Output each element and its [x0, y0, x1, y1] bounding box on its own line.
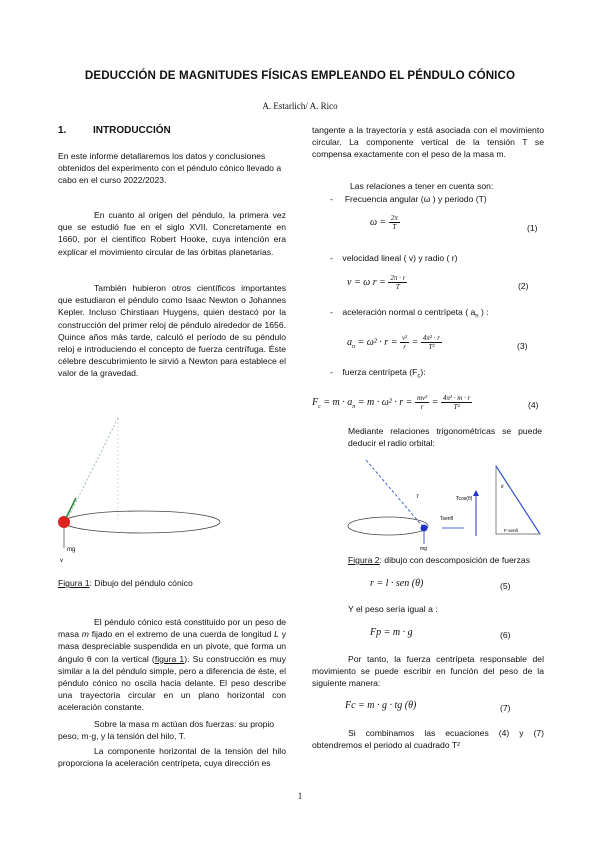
equation-1: ω = $\frac{2\pi}{T}$ [370, 214, 398, 231]
relations-intro: Las relaciones a tener en cuenta son: [350, 181, 494, 191]
orbit-ellipse [64, 511, 220, 533]
figure-1-reference[interactable]: figura 1 [154, 653, 185, 664]
history-paragraph-1: En cuanto al origen del péndulo, la primera vez que se estudió fue en el siglo XVII. Concretamente en 1660, por el científico Robert Hooke, cuya intención era explicar el movimiento circular de las órbitas planetarias. [58, 210, 286, 257]
mg-label: mg [420, 546, 427, 552]
hypotenuse [496, 466, 540, 534]
equation-7: Fc = m · g · tg (θ) [345, 700, 417, 711]
paper-title: DEDUCCIÓN DE MAGNITUDES FÍSICAS EMPLEANDO EL PÉNDULO CÓNICO [84, 69, 516, 82]
fsen-label: F·senθ [504, 528, 519, 533]
bullet-2: - velocidad lineal ( v) y radio ( r) [330, 253, 458, 263]
v-label: v [60, 558, 63, 564]
tension-continuation: tangente a la trayectoria y está asociada con el movimiento circular. La componente vertical de la tensión T se compensa exactamente con el peso de la masa m. [312, 125, 544, 160]
figure-1-caption-label: Figura 1 [58, 578, 90, 588]
centripetal-paragraph: Por tanto, la fuerza centrípeta responsable del movimiento se puede escribir en función del peso de la siguiente manera: [312, 654, 544, 689]
authors: A. Estarlich/ A. Rico [262, 101, 338, 111]
equation-7-number: (7) [500, 703, 511, 713]
figure-1-caption-text: : Dibujo del péndulo cónico [89, 578, 193, 588]
tcos-label: Tcos(θ) [456, 496, 473, 502]
section-number: 1. [58, 125, 67, 136]
pendulum-bob [421, 525, 428, 532]
page-number: 1 [297, 791, 303, 801]
equation-1-number: (1) [527, 223, 538, 233]
t-label: T [416, 495, 419, 500]
figure-2-caption-label: Figura 2 [348, 555, 380, 565]
equation-6: Fp = m · g [370, 627, 413, 638]
figure-2-caption [348, 554, 548, 566]
figure-2-force-decomposition [344, 458, 554, 552]
equation-2-number: (2) [518, 281, 529, 291]
tsen-label: Tsenθ [440, 516, 454, 522]
equation-3: $a_n = \omega^2 \cdot r$ = $\frac{\text{v²}}{r}$ = $\frac{\text{4π² · r}}{\text{T²}}$ [347, 334, 441, 351]
bullet-1: - Frecuencia angular (ω ) y periodo (T) [330, 194, 487, 204]
figure-1-conical-pendulum [50, 412, 290, 572]
orbit-ellipse [348, 517, 428, 535]
figure-1-caption [58, 577, 286, 589]
equation-6-number: (6) [500, 630, 511, 640]
equation-5: r = l · sen (θ) [370, 578, 424, 589]
trig-paragraph: Mediante relaciones trigonométricas se puede deducir el radio orbital: [348, 426, 542, 449]
history-paragraph-2: También hubieron otros científicos importantes que estudiaron el péndulo como Isaac Newton o Johannes Kepler. Incluso Chirstiaan Huygens, quien destacó por la construcción del primer reloj de péndulo alrededor de 1656. Quince años más tarde, calculó el período de su péndulo reloj e introduciendo el concepto de fuerza centrífuga. Éste célebre descubrimiento le sirvió a Newton para establece el valor de la gravedad. [58, 283, 286, 379]
figure-2-caption-text: : dibujo con descomposición de fuerzas [379, 555, 531, 565]
bullet-3: - aceleración normal o centrípeta ( $a_n$ ) : [330, 307, 489, 320]
intro-paragraph: En este informe detallaremos los datos y conclusiones obtenidos del experimento con el péndulo cónico llevado a cabo en el curso 2022/2023. [58, 151, 282, 186]
bullet-4: - fuerza centrípeta $(F_c)$: [330, 367, 426, 380]
equation-4: $F_c = m \cdot a_n = m \cdot \omega^2 \cdot r$ = $\frac{\text{mv²}}{r}$ = $\frac{\text{4π² · m · r}}{\text{T²}}$ [312, 394, 471, 411]
equation-3-number: (3) [517, 341, 528, 351]
equation-4-number: (4) [528, 400, 539, 410]
description-paragraph: El péndulo cónico está constituido por un peso de masa m fijado en el extremo de una cuerda de longitud L y masa despreciable suspendida en un pivote, que forma un ángulo θ con la vertical (figura 1). Su construcción es muy similar a la del péndulo simple, pero a diferencia de éste, el péndulo cónico no oscila hacia delante. El peso describe una trayectoria circular en un plano horizontal con aceleración constante. [58, 617, 287, 713]
arrow-head [473, 490, 479, 496]
theta-label: θ [501, 485, 504, 490]
equation-2: v = ω r = $\frac{2\pi \cdot r}{T}$ [347, 274, 406, 291]
pendulum-bob [58, 516, 70, 528]
combine-paragraph: Si combinamos las ecuaciones (4) y (7) obtendremos el periodo al cuadrado T² [312, 728, 544, 751]
forces-paragraph: Sobre la masa m actúan dos fuerzas: su propio peso, m·g, y la tensión del hilo, T. [58, 719, 275, 742]
tension-arrow [66, 498, 76, 518]
mg-label: mg [67, 547, 76, 553]
equation-5-number: (5) [500, 581, 511, 591]
section-title: INTRODUCCIÓN [93, 125, 171, 136]
tension-paragraph: La componente horizontal de la tensión del hilo proporciona la aceleración centrípeta, cuya dirección es [58, 746, 286, 769]
string-line [66, 418, 118, 522]
weight-intro: Y el peso sería igual a : [348, 604, 438, 614]
